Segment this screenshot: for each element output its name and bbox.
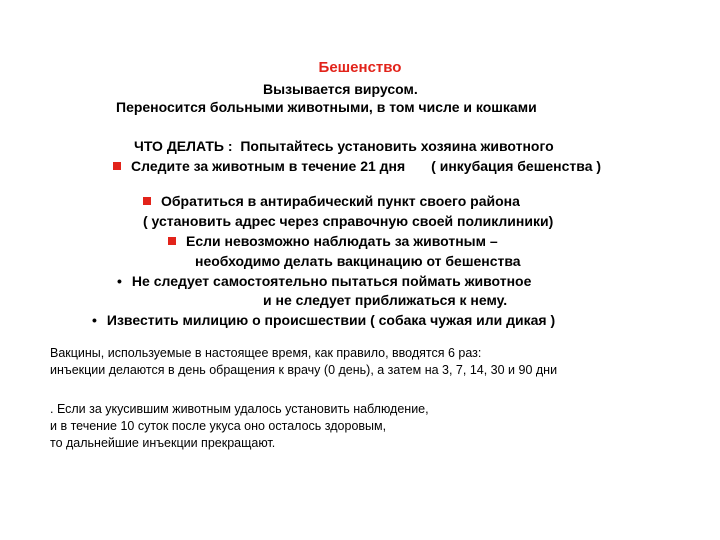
step-antirabies <box>143 193 520 209</box>
note-line-3: то дальнейшие инъекции прекращают. <box>50 436 276 450</box>
red-square-bullet-icon <box>168 237 176 245</box>
dot-bullet-icon: • <box>92 312 97 328</box>
intro-line-1: Вызывается вирусом. <box>263 81 418 97</box>
red-square-bullet-icon <box>113 162 121 170</box>
step-observe <box>113 158 601 174</box>
intro-line-2: Переносится больными животными, в том числе и кошками <box>116 99 537 115</box>
step-observe-text: Следите за животным в течение 21 дня <box>131 158 406 174</box>
vaccine-line-1: Вакцины, используемые в настоящее время, как правило, вводятся 6 раз: <box>50 346 482 360</box>
step-police <box>92 312 555 328</box>
note-line-2: и в течение 10 суток после укуса оно осталось здоровым, <box>50 419 387 433</box>
action-prefix: ЧТО ДЕЛАТЬ : <box>134 138 233 154</box>
step-antirabies-text: Обратиться в антирабический пункт своего района <box>161 193 520 209</box>
step-police-text: Известить милицию о происшествии ( собака чужая или дикая ) <box>106 312 556 328</box>
step-no-observe-text-1: Если невозможно наблюдать за животным – <box>186 233 498 249</box>
slide-title: Бешенство <box>318 59 402 76</box>
action-text: Попытайтесь установить хозяина животного <box>240 138 554 154</box>
dot-bullet-icon: • <box>117 273 122 289</box>
step-no-catch <box>117 273 531 289</box>
vaccine-line-2: инъекции делаются в день обращения к врачу (0 день), а затем на 3, 7, 14, 30 и 90 дни <box>50 363 558 377</box>
step-antirabies-note: ( установить адрес через справочную своей поликлиники) <box>143 213 554 229</box>
action-line <box>134 138 554 154</box>
step-no-catch-text-2: и не следует приближаться к нему. <box>263 292 508 308</box>
step-no-observe-text-2: необходимо делать вакцинацию от бешенства <box>195 253 521 269</box>
red-square-bullet-icon <box>143 197 151 205</box>
note-line-1: . Если за укусившим животным удалось установить наблюдение, <box>50 402 429 416</box>
step-no-catch-text-1: Не следует самостоятельно пытаться поймать животное <box>131 273 532 289</box>
step-no-observe <box>168 233 498 249</box>
step-observe-note: ( инкубация бешенства ) <box>431 158 602 174</box>
